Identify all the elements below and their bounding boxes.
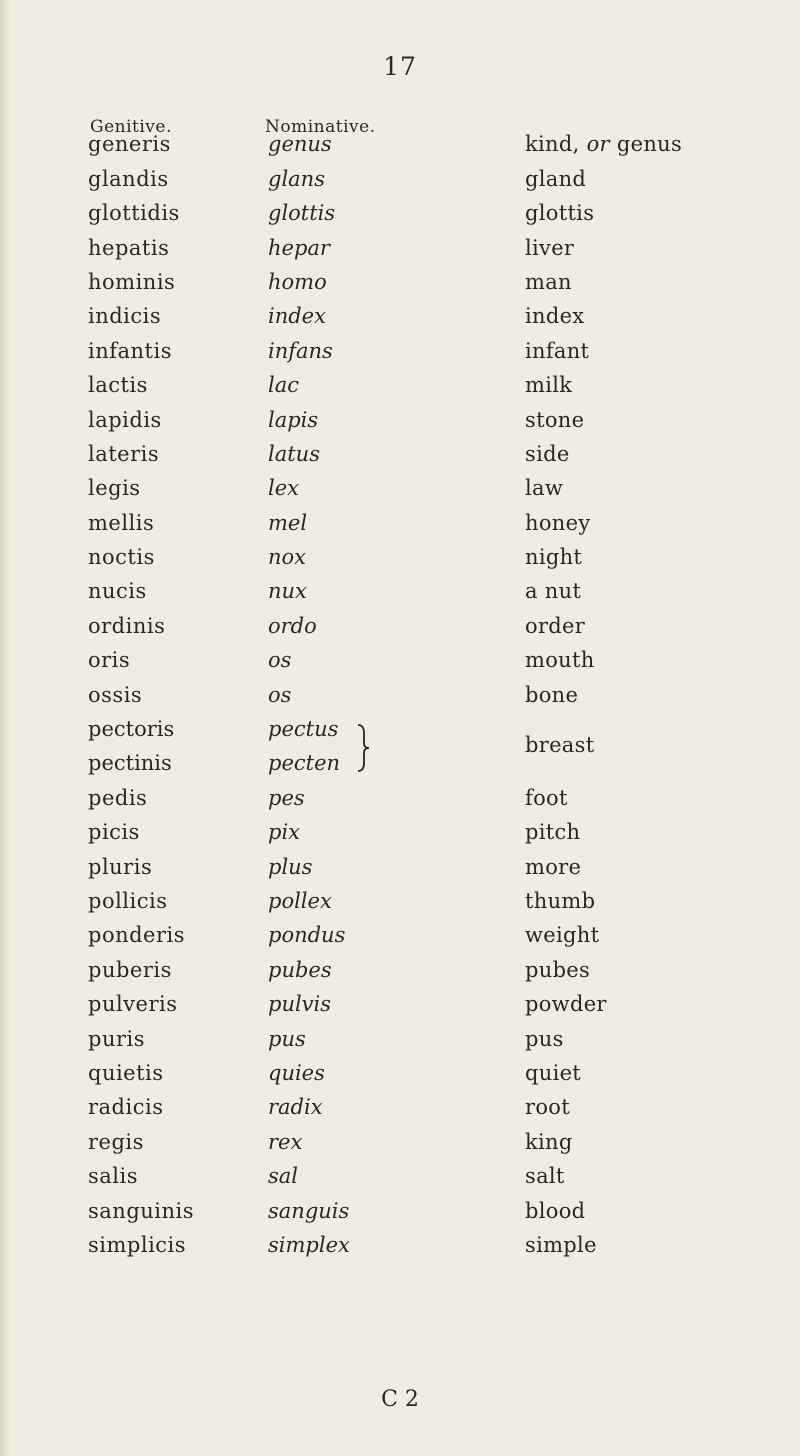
- table-row: [0, 160, 800, 194]
- english-meaning-text: infant: [525, 338, 590, 363]
- english-meaning-text: stone: [525, 407, 585, 432]
- english-meaning-text: a nut: [525, 579, 582, 604]
- english-meaning: [525, 683, 578, 707]
- table-row: [0, 1158, 800, 1192]
- genitive-word: simplicis: [88, 1232, 187, 1257]
- nominative-word: plus: [268, 854, 313, 879]
- nominative-header: Nominative.: [265, 117, 376, 137]
- english-meaning: [525, 167, 586, 191]
- table-row: [0, 986, 800, 1020]
- english-meaning: [525, 1095, 570, 1119]
- table-row: [0, 367, 800, 401]
- table-row: [0, 195, 800, 229]
- table-row: [0, 264, 800, 298]
- nominative-word: pondus: [268, 923, 346, 948]
- page-number: 17: [383, 52, 417, 81]
- vocabulary-table: [0, 126, 800, 1261]
- genitive-word: nucis: [88, 579, 147, 604]
- english-meaning-text: index: [525, 304, 585, 329]
- english-meaning: [525, 132, 682, 156]
- genitive-word: lapidis: [88, 407, 162, 432]
- table-row: [0, 1192, 800, 1226]
- nominative-word: nux: [268, 579, 307, 604]
- english-meaning-text: gland: [525, 166, 587, 191]
- signature-mark: C 2: [381, 1387, 419, 1412]
- genitive-word: lateris: [88, 441, 160, 466]
- english-meaning-text: simple: [525, 1232, 597, 1257]
- genitive-word: regis: [88, 1129, 144, 1154]
- english-meaning-text: mouth: [525, 648, 595, 673]
- english-meaning-tail: genus: [616, 132, 683, 157]
- english-meaning: [525, 373, 572, 397]
- table-row: [0, 676, 800, 710]
- genitive-word: hepatis: [88, 235, 170, 260]
- genitive-word: puris: [88, 1026, 145, 1051]
- english-meaning-text: order: [525, 613, 586, 638]
- genitive-word: glandis: [88, 166, 169, 191]
- table-row: [0, 436, 800, 470]
- nominative-word: mel: [268, 510, 308, 535]
- nominative-word: pus: [268, 1026, 306, 1051]
- english-meaning: [525, 855, 581, 879]
- genitive-word: pectoris: [88, 716, 175, 741]
- english-meaning-text: kind,: [525, 132, 580, 157]
- table-row: [0, 814, 800, 848]
- english-meaning: [525, 511, 590, 535]
- english-meaning: [525, 648, 595, 672]
- nominative-word: homo: [268, 269, 327, 294]
- english-meaning-text: king: [525, 1129, 573, 1154]
- english-meaning-text: salt: [525, 1164, 565, 1189]
- english-meaning: [525, 236, 574, 260]
- nominative-word: pecten: [268, 750, 341, 775]
- english-meaning-text: more: [525, 854, 582, 879]
- english-meaning: [525, 1233, 597, 1257]
- english-meaning-text: night: [525, 545, 583, 570]
- table-row: [0, 779, 800, 813]
- table-row: [0, 539, 800, 573]
- english-meaning: [525, 476, 563, 500]
- genitive-word: generis: [88, 132, 171, 157]
- nominative-word: pollex: [268, 889, 332, 913]
- table-row: [0, 401, 800, 435]
- english-meaning: [525, 889, 595, 913]
- english-meaning: [525, 820, 580, 844]
- genitive-word: radicis: [88, 1095, 164, 1120]
- nominative-word: rex: [268, 1129, 303, 1154]
- english-meaning-text: glottis: [525, 201, 595, 226]
- nominative-word: pubes: [268, 957, 332, 982]
- genitive-word: lactis: [88, 373, 148, 398]
- table-row: [0, 1227, 800, 1261]
- english-meaning: [525, 1199, 585, 1223]
- table-row: [0, 607, 800, 641]
- nominative-word: pulvis: [268, 992, 332, 1017]
- nominative-word: genus: [268, 132, 332, 157]
- genitive-word: sanguinis: [88, 1198, 195, 1223]
- english-meaning: [525, 545, 582, 569]
- english-meaning: [525, 614, 585, 638]
- english-meaning-text: powder: [525, 992, 607, 1017]
- table-row: [0, 573, 800, 607]
- table-row: [0, 332, 800, 366]
- genitive-word: legis: [88, 476, 141, 501]
- nominative-word: index: [268, 304, 326, 329]
- genitive-word: hominis: [88, 269, 176, 294]
- genitive-word: noctis: [88, 545, 155, 570]
- english-meaning-italic: or: [586, 132, 610, 157]
- genitive-word: infantis: [88, 338, 172, 363]
- english-meaning: [525, 958, 590, 982]
- rows-after: [0, 779, 800, 1260]
- english-meaning: [525, 1164, 565, 1188]
- nominative-word: glans: [268, 166, 325, 191]
- english-meaning-text: thumb: [525, 889, 596, 913]
- genitive-word: ordinis: [88, 613, 166, 638]
- nominative-word: lex: [268, 476, 299, 501]
- genitive-word: ossis: [88, 682, 143, 707]
- genitive-word: pluris: [88, 854, 153, 879]
- genitive-word: pectinis: [88, 750, 172, 775]
- table-row: [0, 1089, 800, 1123]
- genitive-word: mellis: [88, 510, 155, 535]
- genitive-word: pollicis: [88, 889, 168, 913]
- english-meaning: breast: [525, 732, 595, 757]
- rows-before: [0, 126, 800, 711]
- nominative-word: os: [268, 648, 292, 673]
- nominative-word: quies: [268, 1060, 325, 1085]
- bracketed-row-pair: [0, 711, 800, 780]
- genitive-word: indicis: [88, 304, 162, 329]
- table-row: [0, 298, 800, 332]
- table-row: [0, 229, 800, 263]
- english-meaning: [525, 201, 594, 225]
- english-meaning: [525, 786, 568, 810]
- genitive-word: quietis: [88, 1060, 164, 1085]
- english-meaning: [525, 270, 572, 294]
- table-row: [0, 951, 800, 985]
- nominative-word: infans: [268, 338, 333, 363]
- nominative-word: hepar: [268, 235, 330, 260]
- english-meaning-text: side: [525, 441, 570, 466]
- genitive-word: pedis: [88, 785, 148, 810]
- table-row: [0, 1123, 800, 1157]
- english-meaning: [525, 442, 570, 466]
- english-meaning-text: weight: [525, 923, 600, 948]
- english-meaning: [525, 339, 589, 363]
- nominative-word: sanguis: [268, 1198, 350, 1223]
- table-row: [0, 883, 800, 917]
- english-meaning-text: root: [525, 1095, 570, 1120]
- nominative-word: lapis: [268, 407, 319, 432]
- nominative-word: pes: [268, 785, 305, 810]
- english-meaning: [525, 923, 599, 947]
- english-meaning-text: pubes: [525, 957, 591, 982]
- nominative-word: pectus: [268, 716, 339, 741]
- english-meaning: [525, 579, 581, 603]
- genitive-word: ponderis: [88, 923, 186, 948]
- english-meaning-text: pus: [525, 1026, 564, 1051]
- english-meaning: [525, 1130, 573, 1154]
- nominative-word: sal: [268, 1164, 299, 1189]
- genitive-word: glottidis: [88, 201, 180, 226]
- nominative-word: pix: [268, 820, 301, 845]
- english-meaning: [525, 304, 584, 328]
- table-row: [0, 504, 800, 538]
- genitive-word: puberis: [88, 957, 172, 982]
- english-meaning-text: law: [525, 476, 564, 501]
- nominative-word: simplex: [268, 1232, 350, 1257]
- table-row: [0, 470, 800, 504]
- english-meaning-text: man: [525, 269, 572, 294]
- table-row: [0, 126, 800, 160]
- english-meaning-text: milk: [525, 373, 573, 398]
- nominative-word: ordo: [268, 613, 317, 638]
- english-meaning: [525, 408, 584, 432]
- nominative-word: latus: [268, 441, 320, 466]
- table-row: [0, 642, 800, 676]
- right-brace-icon: [356, 723, 370, 773]
- table-row: [0, 1055, 800, 1089]
- genitive-word: oris: [88, 648, 131, 673]
- nominative-word: nox: [268, 545, 307, 570]
- english-meaning-text: blood: [525, 1198, 586, 1223]
- table-row: [0, 1020, 800, 1054]
- english-meaning-text: bone: [525, 682, 579, 707]
- english-meaning: [525, 1027, 564, 1051]
- english-meaning-text: liver: [525, 235, 575, 260]
- table-row: [0, 917, 800, 951]
- english-meaning-text: quiet: [525, 1060, 582, 1085]
- genitive-word: pulveris: [88, 992, 178, 1017]
- english-meaning-text: pitch: [525, 820, 581, 845]
- english-meaning-text: honey: [525, 510, 591, 535]
- english-meaning: [525, 992, 607, 1016]
- english-meaning-text: foot: [525, 785, 568, 810]
- nominative-word: glottis: [268, 201, 336, 226]
- nominative-word: radix: [268, 1095, 323, 1120]
- genitive-word: salis: [88, 1164, 139, 1189]
- nominative-word: os: [268, 682, 292, 707]
- genitive-header: Genitive.: [90, 117, 172, 137]
- table-row: [0, 848, 800, 882]
- nominative-word: lac: [268, 373, 299, 398]
- english-meaning: [525, 1061, 581, 1085]
- genitive-word: picis: [88, 820, 140, 845]
